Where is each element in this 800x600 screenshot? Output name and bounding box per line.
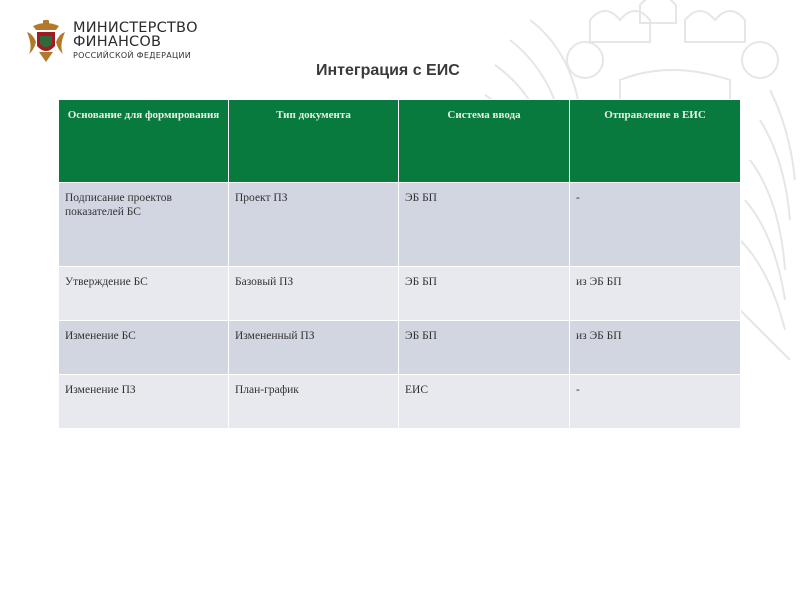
column-header: Система ввода bbox=[399, 100, 570, 183]
integration-table bbox=[58, 99, 741, 429]
table-cell: Измененный ПЗ bbox=[229, 321, 399, 375]
page-title: Интеграция с ЕИС bbox=[316, 62, 460, 79]
table-cell: ЕИС bbox=[399, 375, 570, 429]
table-row bbox=[59, 321, 741, 375]
ministry-logo bbox=[25, 18, 225, 68]
table-cell: Базовый ПЗ bbox=[229, 267, 399, 321]
table-cell: Утверждение БС bbox=[59, 267, 229, 321]
table-cell: Проект ПЗ bbox=[229, 183, 399, 267]
table-cell: Изменение ПЗ bbox=[59, 375, 229, 429]
logo-line-ministry: МИНИСТЕРСТВО bbox=[73, 20, 198, 36]
table-cell: План-график bbox=[229, 375, 399, 429]
coat-of-arms-icon bbox=[25, 18, 67, 64]
table-header-row bbox=[59, 100, 741, 183]
table-row bbox=[59, 183, 741, 267]
column-header: Основание для формирования bbox=[59, 100, 229, 183]
table-cell: Подписание проектов показателей БС bbox=[59, 183, 229, 267]
table-cell: из ЭБ БП bbox=[570, 321, 741, 375]
table-cell: ЭБ БП bbox=[399, 321, 570, 375]
table-row bbox=[59, 375, 741, 429]
column-header: Тип документа bbox=[229, 100, 399, 183]
table-cell: - bbox=[570, 183, 741, 267]
table-cell: из ЭБ БП bbox=[570, 267, 741, 321]
table-cell: ЭБ БП bbox=[399, 183, 570, 267]
table-cell: - bbox=[570, 375, 741, 429]
column-header: Отправление в ЕИС bbox=[570, 100, 741, 183]
logo-line-federation: РОССИЙСКОЙ ФЕДЕРАЦИИ bbox=[73, 51, 192, 60]
table-row bbox=[59, 267, 741, 321]
table-cell: Изменение БС bbox=[59, 321, 229, 375]
logo-line-finance: ФИНАНСОВ bbox=[73, 34, 162, 50]
table-cell: ЭБ БП bbox=[399, 267, 570, 321]
